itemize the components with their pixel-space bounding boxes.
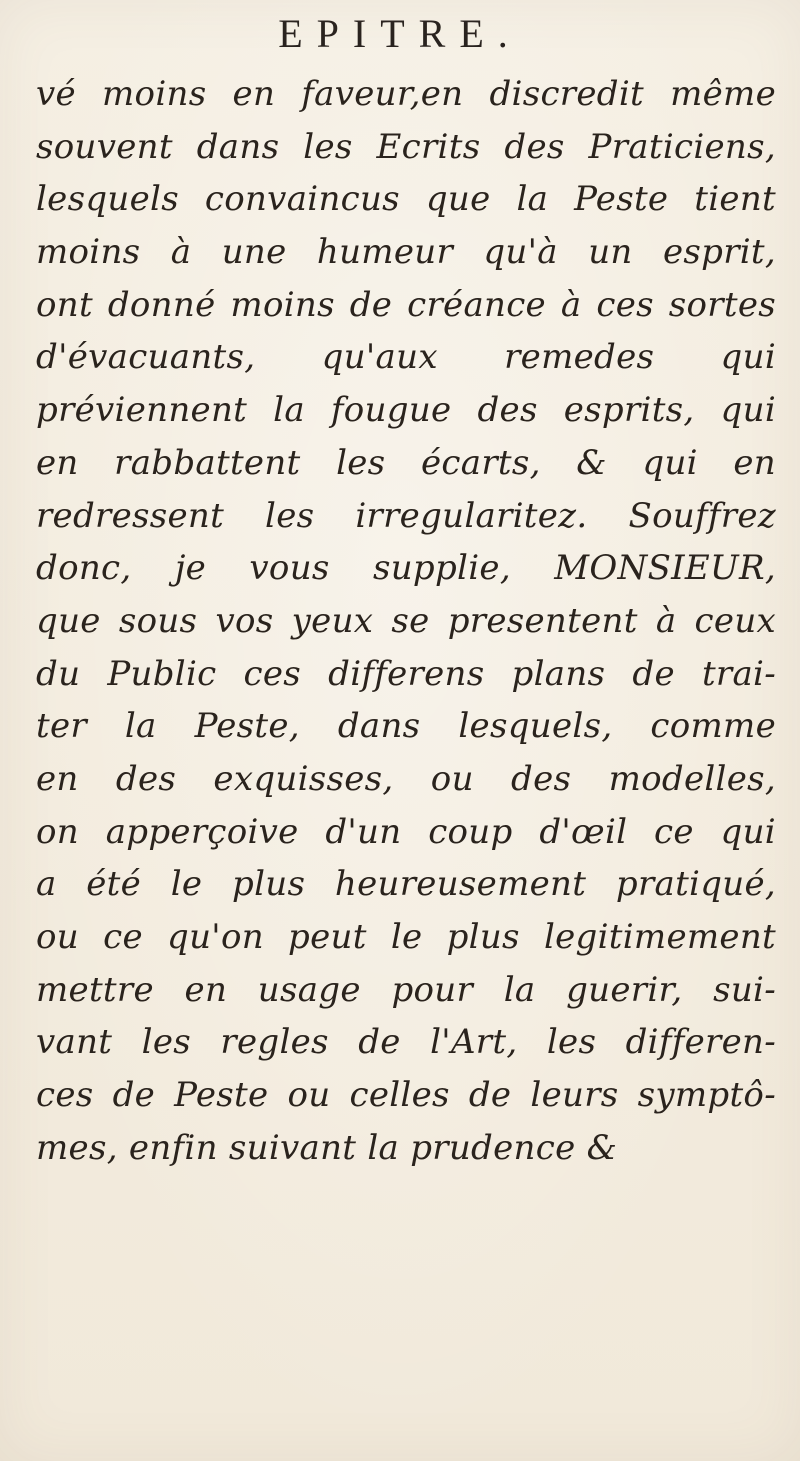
text-line: on apperçoive d'un coup d'œil ce qui: [36, 811, 776, 852]
text-line: redressent les irregularitez. Souffrez: [36, 495, 776, 536]
text-line: souvent dans les Ecrits des Praticiens,: [36, 126, 776, 167]
text-line: a été le plus heureusement pratiqué,: [36, 864, 776, 905]
text-line: en des exquisses, ou des modelles,: [36, 758, 776, 799]
text-line: que sous vos yeux se presentent à ceux: [36, 600, 776, 641]
text-line: mes, enfin suivant la prudence &: [36, 1127, 618, 1168]
text-line: ont donné moins de créance à ces sortes: [36, 284, 776, 325]
text-line: en rabbattent les écarts, & qui en: [36, 442, 776, 483]
text-line: ou ce qu'on peut le plus legitimement: [36, 917, 776, 957]
text-line: d'évacuants, qu'aux remedes qui: [36, 337, 776, 378]
running-title: EPITRE.: [278, 11, 522, 56]
text-line: moins à une humeur qu'à un esprit,: [36, 232, 776, 273]
text-line: vé moins en faveur,en discredit même: [36, 74, 776, 114]
text-line: ces de Peste ou celles de leurs symptô-: [36, 1075, 776, 1116]
text-line: mettre en usage pour la guerir, sui-: [36, 969, 776, 1010]
text-line: du Public ces differens plans de trai-: [36, 653, 776, 694]
text-line: donc, je vous supplie, MONSIEUR,: [36, 548, 776, 589]
text-line: vant les regles de l'Art, les differen-: [36, 1022, 776, 1063]
text-line: ter la Peste, dans lesquels, comme: [36, 706, 776, 747]
text-line: préviennent la fougue des esprits, qui: [36, 390, 776, 431]
text-line: lesquels convaincus que la Peste tient: [36, 179, 776, 220]
body-text: [36, 68, 776, 1174]
